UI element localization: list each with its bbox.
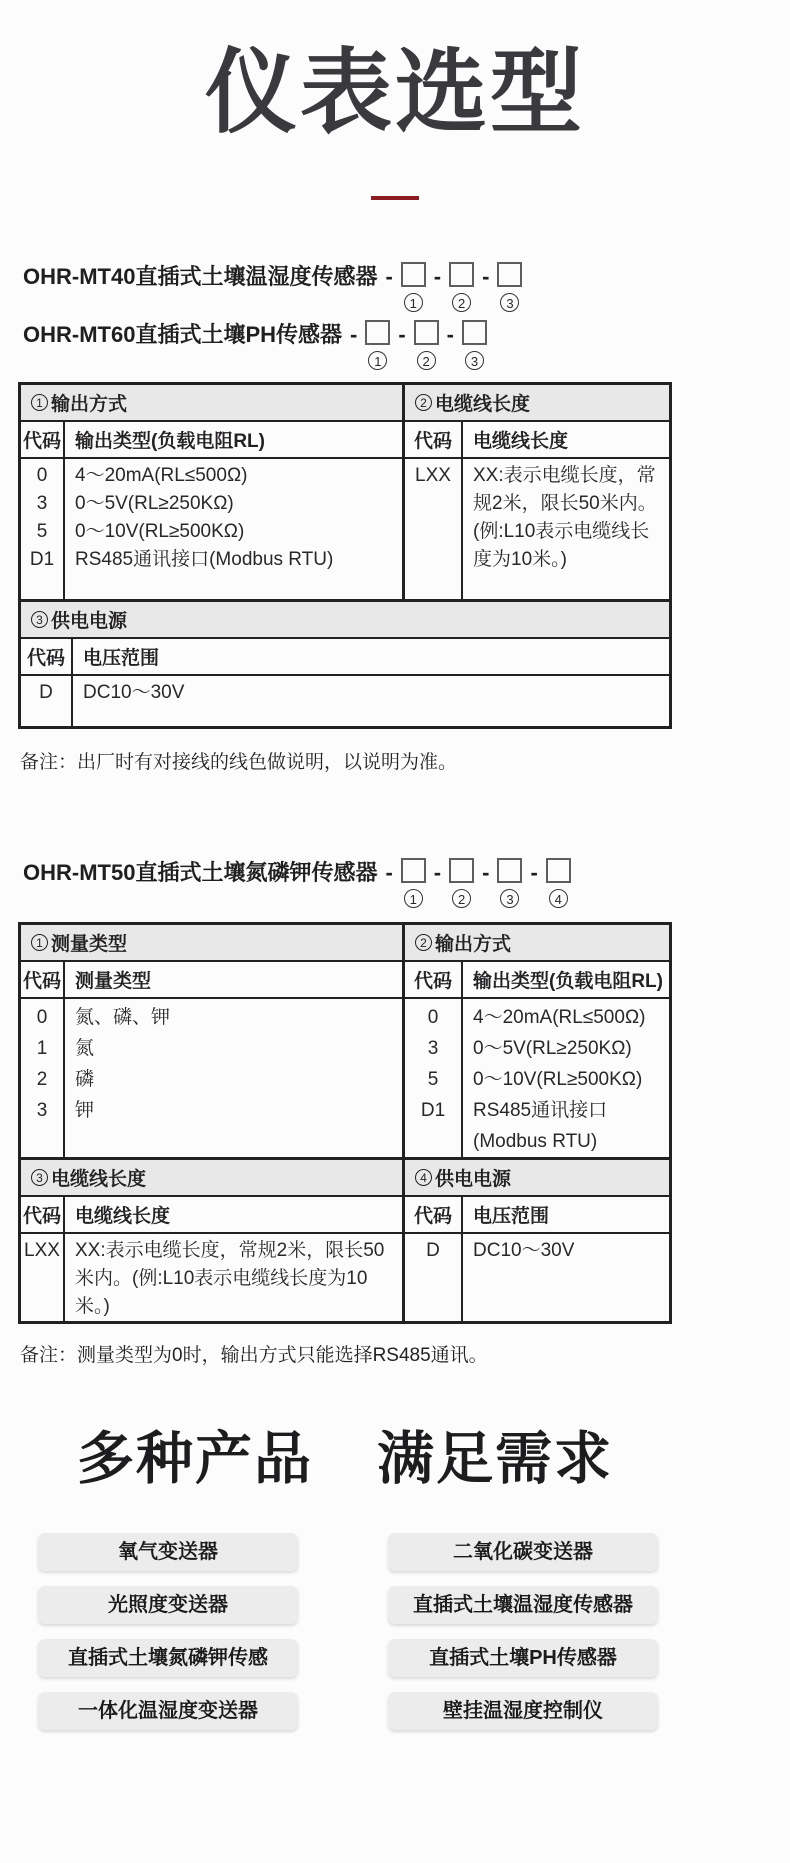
- code-cell: 3: [36, 493, 48, 515]
- table-body: [405, 999, 669, 1157]
- table2-bottom-section: [21, 1157, 669, 1321]
- code-cell: LXX: [24, 1240, 60, 1262]
- model-line-mt50: [0, 858, 790, 908]
- code-box: [546, 858, 571, 883]
- code-cell: D: [426, 1240, 440, 1262]
- code-cell: D1: [420, 1100, 446, 1122]
- code-cell: LXX: [415, 465, 451, 487]
- code-column-header: 代码: [21, 422, 65, 457]
- slot-number-badge: 1: [404, 889, 423, 908]
- column-header-row: [21, 962, 402, 999]
- selection-table-mt50: [18, 922, 672, 1324]
- note-wiring: 备注：出厂时有对接线的线色做说明，以说明为准。: [20, 752, 458, 774]
- slot-number-badge: 1: [404, 293, 423, 312]
- code-column: [405, 1234, 463, 1321]
- value-column-header: 测量类型: [75, 971, 152, 993]
- value-cell: 氮、磷、钾: [75, 1007, 171, 1029]
- products-heading-left: 多种产品: [77, 1427, 313, 1492]
- section-title: 供电电源: [435, 1169, 512, 1191]
- code-column-header: 代码: [21, 639, 73, 674]
- value-column: [463, 1234, 669, 1321]
- slot-number-badge: 2: [452, 889, 471, 908]
- code-separator: -: [385, 860, 393, 886]
- model-code-slot: [401, 858, 426, 908]
- value-cell: 0～10V(RL≥500KΩ): [75, 521, 245, 543]
- table2-cable-half: [21, 1160, 402, 1321]
- section-title: 测量类型: [51, 934, 128, 956]
- table2-top-section: [21, 925, 669, 1157]
- table2-power-half: [402, 1160, 669, 1321]
- section-header-output: [21, 385, 402, 422]
- code-box: [449, 262, 474, 287]
- code-separator: -: [385, 264, 393, 290]
- product-button-soil-npk[interactable]: 直插式土壤温湿度传感器: [388, 1586, 658, 1624]
- table1-top-section: [21, 385, 669, 599]
- code-cell: D1: [29, 549, 55, 571]
- code-cell: 0: [36, 1007, 48, 1029]
- product-button-temp-humidity[interactable]: 一体化温湿度变送器: [38, 1692, 298, 1730]
- table1-output-half: [21, 385, 402, 599]
- product-button-soil-npk-sensor[interactable]: 直插式土壤氮磷钾传感: [38, 1639, 298, 1677]
- code-box: [497, 262, 522, 287]
- section-header-measure: [21, 925, 402, 962]
- slot-number-badge: 2: [417, 351, 436, 370]
- code-box: [497, 858, 522, 883]
- code-box: [365, 320, 390, 345]
- section-header-power: [21, 602, 669, 639]
- table2-measure-half: [21, 925, 402, 1157]
- model-code-slot: [449, 262, 474, 312]
- slot-number-badge: 3: [500, 889, 519, 908]
- column-header-row: [21, 1197, 402, 1234]
- value-column-header: 电缆线长度: [473, 431, 569, 453]
- selection-table-mt40-mt60: [18, 382, 672, 729]
- code-column: [405, 459, 463, 599]
- code-separator: -: [482, 860, 490, 886]
- code-box: [449, 858, 474, 883]
- code-cell: 1: [36, 1038, 48, 1060]
- value-cell: XX:表示电缆长度，常规2米，限长50米内。(例:L10表示电缆线长度为10米。): [473, 465, 657, 571]
- section-header-power: [405, 1160, 669, 1197]
- value-cell: RS485通讯接口(Modbus RTU): [75, 549, 334, 571]
- section-title: 供电电源: [51, 611, 128, 633]
- section-number-badge: 1: [31, 394, 48, 411]
- slot-number-badge: 3: [465, 351, 484, 370]
- value-column-header: 电压范围: [83, 648, 160, 670]
- model-code-slot: [365, 320, 390, 370]
- code-cell: 5: [36, 521, 48, 543]
- code-cell: 2: [36, 1069, 48, 1091]
- value-cell: RS485通讯接口(Modbus RTU): [473, 1100, 608, 1153]
- table-body: [21, 676, 669, 726]
- model-line-mt60: [0, 320, 790, 370]
- slot-number-badge: 3: [500, 293, 519, 312]
- code-cell: 3: [36, 1100, 48, 1122]
- model-code-slot: [462, 320, 487, 370]
- table1-power-section: [21, 599, 669, 726]
- slot-number-badge: 4: [549, 889, 568, 908]
- table-body: [21, 459, 402, 599]
- section-header-cable: [21, 1160, 402, 1197]
- code-separator: -: [433, 264, 442, 290]
- value-cell: DC10～30V: [83, 682, 185, 704]
- code-column-header: 代码: [21, 962, 65, 997]
- section-header-cable: [405, 385, 669, 422]
- model-code-slot: [546, 858, 571, 908]
- model-code-slot: [497, 858, 522, 908]
- column-header-row: [21, 639, 669, 676]
- code-column-header: 代码: [21, 1197, 65, 1232]
- model-name: OHR-MT40直插式土壤温湿度传感器: [23, 264, 378, 290]
- section-number-badge: 3: [31, 611, 48, 628]
- section-header-output: [405, 925, 669, 962]
- product-button-wall-controller[interactable]: 壁挂温湿度控制仪: [388, 1692, 658, 1730]
- table-body: [21, 999, 402, 1157]
- value-cell: 0～5V(RL≥250KΩ): [75, 493, 234, 515]
- column-header-row: [405, 422, 669, 459]
- table1-cable-half: [402, 385, 669, 599]
- value-column: [65, 1234, 402, 1321]
- code-cell: 0: [36, 465, 48, 487]
- code-box: [462, 320, 487, 345]
- code-cell: 5: [427, 1069, 439, 1091]
- code-cell: 0: [427, 1007, 439, 1029]
- products-heading: [0, 1427, 690, 1493]
- value-cell: 4～20mA(RL≤500Ω): [75, 465, 248, 487]
- product-button-grid: [38, 1533, 790, 1730]
- code-box: [401, 858, 426, 883]
- section-title: 电缆线长度: [435, 394, 531, 416]
- code-column: [21, 676, 73, 726]
- product-button-soil-ph[interactable]: 直插式土壤PH传感器: [388, 1639, 658, 1677]
- section-number-badge: 3: [31, 1169, 48, 1186]
- table-body: [21, 1234, 402, 1321]
- red-divider: [371, 196, 419, 200]
- code-column: [405, 999, 463, 1157]
- code-separator: -: [398, 322, 406, 348]
- section-title: 输出方式: [435, 934, 512, 956]
- code-cell: D: [39, 682, 53, 704]
- page-title: 仪表选型: [204, 42, 585, 144]
- product-button-co2[interactable]: 二氧化碳变送器: [388, 1533, 658, 1571]
- value-cell: DC10～30V: [473, 1240, 575, 1262]
- value-column-header: 电缆线长度: [75, 1206, 171, 1228]
- section-title: 输出方式: [51, 394, 128, 416]
- slot-number-badge: 1: [368, 351, 387, 370]
- value-column-header: 输出类型(负载电阻RL): [75, 431, 265, 453]
- product-button-oxygen[interactable]: 氧气变送器: [38, 1533, 298, 1571]
- code-separator: -: [446, 322, 454, 348]
- value-cell: 氮: [75, 1038, 95, 1060]
- value-column: [73, 676, 669, 726]
- code-column-header: 代码: [405, 422, 463, 457]
- model-name: OHR-MT50直插式土壤氮磷钾传感器: [23, 860, 378, 886]
- model-code-slot: [401, 262, 426, 312]
- value-cell: 4～20mA(RL≤500Ω): [473, 1007, 646, 1029]
- table-body: [405, 459, 669, 599]
- section-number-badge: 1: [31, 934, 48, 951]
- code-column: [21, 459, 65, 599]
- model-line-mt40: [0, 262, 790, 312]
- code-separator: -: [530, 860, 538, 886]
- product-button-illuminance[interactable]: 光照度变送器: [38, 1586, 298, 1624]
- model-code-slot: [449, 858, 474, 908]
- code-column: [21, 1234, 65, 1321]
- code-column-header: 代码: [405, 1197, 463, 1232]
- column-header-row: [21, 422, 402, 459]
- model-name: OHR-MT60直插式土壤PH传感器: [23, 322, 343, 348]
- column-header-row: [405, 1197, 669, 1234]
- table2-output-half: [402, 925, 669, 1157]
- code-box: [414, 320, 439, 345]
- slot-number-badge: 2: [452, 293, 471, 312]
- value-cell: 钾: [75, 1100, 95, 1122]
- value-column-header: 输出类型(负载电阻RL): [473, 971, 663, 993]
- code-separator: -: [350, 322, 358, 348]
- code-separator: -: [433, 860, 442, 886]
- section-number-badge: 2: [415, 394, 432, 411]
- column-header-row: [405, 962, 669, 999]
- code-separator: -: [482, 264, 490, 290]
- value-column: [463, 999, 669, 1157]
- note-measure-type: 备注：测量类型为0时，输出方式只能选择RS485通讯。: [20, 1345, 488, 1367]
- products-heading-right: 满足需求: [377, 1427, 613, 1492]
- value-cell: 磷: [75, 1069, 95, 1091]
- value-column-header: 电压范围: [473, 1206, 550, 1228]
- table-body: [405, 1234, 669, 1321]
- value-column: [65, 459, 402, 599]
- model-code-slot: [414, 320, 439, 370]
- code-cell: 3: [427, 1038, 439, 1060]
- section-title: 电缆线长度: [51, 1169, 147, 1191]
- model-code-slot: [497, 262, 522, 312]
- value-column: [463, 459, 669, 599]
- code-box: [401, 262, 426, 287]
- value-cell: 0～5V(RL≥250KΩ): [473, 1038, 632, 1060]
- section-number-badge: 4: [415, 1169, 432, 1186]
- code-column: [21, 999, 65, 1157]
- value-column: [65, 999, 402, 1157]
- value-cell: XX:表示电缆长度，常规2米，限长50米内。(例:L10表示电缆线长度为10米。): [75, 1240, 385, 1318]
- code-column-header: 代码: [405, 962, 463, 997]
- section-number-badge: 2: [415, 934, 432, 951]
- value-cell: 0～10V(RL≥500KΩ): [473, 1069, 643, 1091]
